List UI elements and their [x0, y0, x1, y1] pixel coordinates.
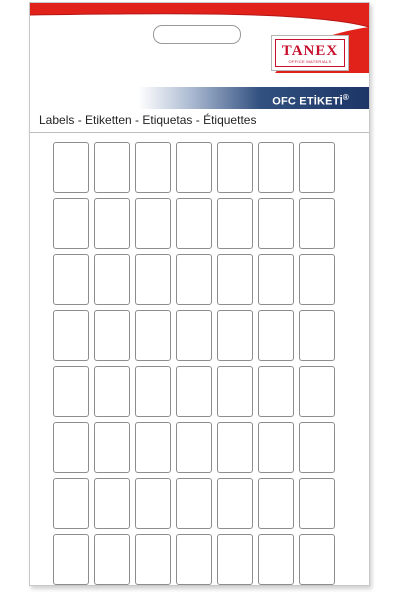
product-name-text: OFC ETİKETİ [272, 95, 343, 108]
blank-label [94, 422, 130, 473]
blank-label [176, 422, 212, 473]
blank-label [299, 310, 335, 361]
blank-label [94, 478, 130, 529]
blank-label [135, 198, 171, 249]
languages-line: Labels - Etiketten - Etiquetas - Étiquettes [39, 113, 257, 127]
blank-label [135, 142, 171, 193]
brand-name: TANEX [281, 43, 339, 59]
blank-label [53, 422, 89, 473]
blank-label [135, 422, 171, 473]
blank-label [135, 254, 171, 305]
blank-label [94, 534, 130, 585]
blank-label [176, 254, 212, 305]
blank-label [135, 310, 171, 361]
brand-tagline: OFFICE MATERIALS [288, 59, 332, 64]
blank-label [135, 534, 171, 585]
blank-label [135, 366, 171, 417]
blank-label [299, 422, 335, 473]
blank-label [176, 142, 212, 193]
blank-label [217, 198, 253, 249]
divider [30, 132, 369, 133]
blank-label [53, 534, 89, 585]
label-sheet [29, 2, 370, 586]
blank-label [258, 254, 294, 305]
hang-hole [153, 25, 241, 44]
blank-label [135, 478, 171, 529]
blank-label [299, 198, 335, 249]
blank-label [176, 310, 212, 361]
blank-label [176, 478, 212, 529]
blank-label [217, 534, 253, 585]
blank-label [299, 478, 335, 529]
blank-label [176, 198, 212, 249]
blank-label [53, 310, 89, 361]
blank-label [94, 366, 130, 417]
blank-label [258, 422, 294, 473]
blank-label [258, 198, 294, 249]
blank-label [53, 366, 89, 417]
blank-label [217, 422, 253, 473]
blank-label [53, 142, 89, 193]
brand-logo-frame [275, 39, 345, 67]
brand-logo [271, 35, 349, 71]
blank-label [258, 310, 294, 361]
blank-label [217, 142, 253, 193]
blank-label [299, 254, 335, 305]
blank-label [258, 366, 294, 417]
blank-label [53, 254, 89, 305]
blank-label [53, 198, 89, 249]
blank-label [217, 366, 253, 417]
product-name [272, 91, 349, 109]
label-grid [53, 142, 340, 577]
product-name-bar [30, 87, 369, 109]
blank-label [94, 198, 130, 249]
blank-label [217, 254, 253, 305]
blank-label [217, 310, 253, 361]
blank-label [94, 254, 130, 305]
blank-label [176, 534, 212, 585]
blank-label [217, 478, 253, 529]
blank-label [299, 366, 335, 417]
blank-label [94, 310, 130, 361]
blank-label [258, 142, 294, 193]
blank-label [53, 478, 89, 529]
blank-label [176, 366, 212, 417]
blank-label [258, 478, 294, 529]
blank-label [299, 142, 335, 193]
registered-mark: ® [342, 93, 349, 102]
blank-label [299, 534, 335, 585]
blank-label [94, 142, 130, 193]
blank-label [258, 534, 294, 585]
